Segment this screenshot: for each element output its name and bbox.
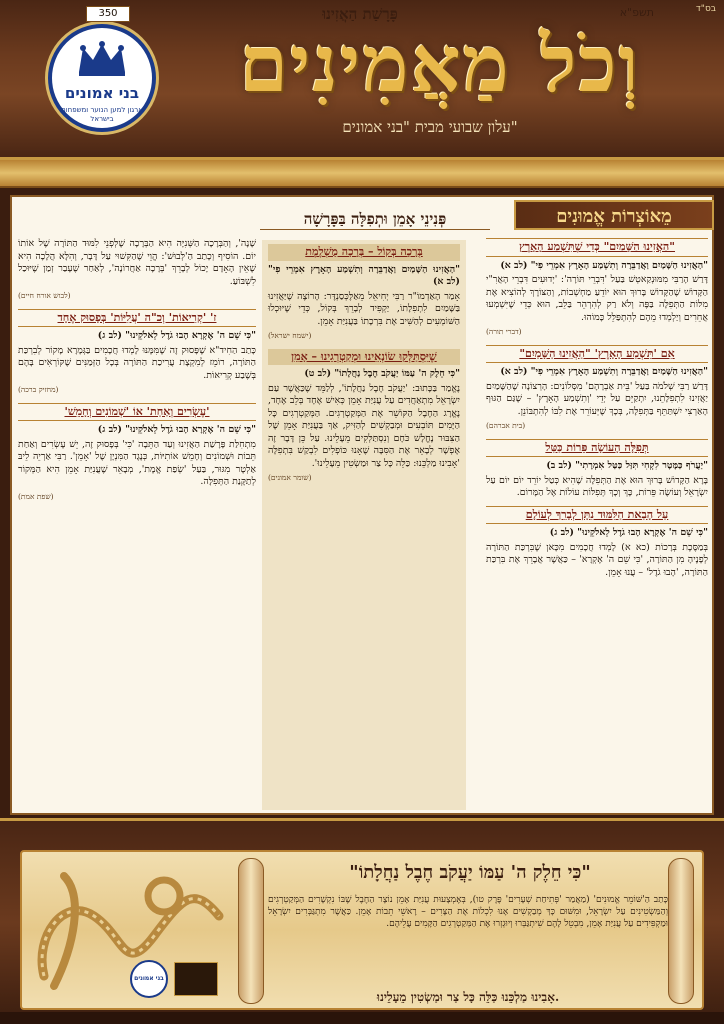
article-source: (שפת אמת) [18, 491, 54, 501]
article-title: בְּרָכָה בְּקוֹל – בְּרָכָה מֻשְׁלֶמֶת [268, 244, 460, 261]
article-title: 'עֶשְׂרִים וְאַחַת' אוֹ 'שְׁמוֹנִים וְחָמֵשׁ' [18, 403, 256, 422]
article-title: עַל הָבַאת הַלִּמּוּד נִתָּן לְבָרֵךְ לְעוֹלָם [486, 506, 708, 525]
article-body: בָּרָא הַקָּדוֹשׁ בָּרוּךְ הוּא אֶת הַתְּפִלָּה שֶׁהִיא כְּטַל יוֹרֵד יוֹם יוֹם עַל יִשְׂרָאֵל וְעוֹשֶׂה פֵּרוֹת, כָּךְ וְכָךְ תְּפִלּוֹת עוֹלוֹת אֶל הַמָּרוֹם. [486, 474, 708, 498]
article-title: שֶׁיִּסְתַּלְּקוּ שׂוֹנְאֵינוּ וּמְקַטְרְגֵינוּ – אָמֵן [268, 349, 460, 366]
article-body: דָּרַשׁ הָרַבִּי מִמּוּנְקַאטְשׁ בַּעַל 'דִּבְרֵי תּוֹרָה': 'יְדוּעִים דִּבְרֵי הָאֲרִ"י הַקָּדוֹשׁ שֶׁהַקָּדוֹשׁ בָּרוּךְ הוּא יוֹדֵעַ מַחְשְׁבוֹת, וְהַצּוֹרֶךְ לְהוֹצִיא אֶת מִלּוֹת הַתְּפִלָּה בַּפֶּה וְלֹא רַק לְהִרְהֵר בַּלֵּב, הוּא כְּדֵי שֶׁיִּשְׁמְעוּ אֲחֵרִים וְיַלְמְדוּ מֵהֶם לְהִתְפַּלֵּל כָּמוֹהוּ. [486, 274, 708, 323]
right-column [486, 238, 708, 808]
year-label: תשפ"א [619, 6, 654, 19]
footer-sponsor-badge [174, 962, 218, 996]
article-source: (דברי תורה) [486, 327, 522, 336]
footer-body: כָּתַב הַ'שּׁוֹמֵר אֱמוּנִים' (מַאֲמַר 'פְּתִיחַת שְׁעָרִים' פֶּרֶק טו), בְּאֶמְצָעוּת עֲנִיַּת אָמֵן נוֹצָר הַחֶבֶל שֶׁבּוֹ נִקְשָׁרִים הַמְּקַטְרְגִים וְהַמַּשְׂטִינִים עַל יִשְׂרָאֵל, וּמִשּׁוּם כָּךְ מְבַקְשִׁים אָנוּ לִכְלוֹת אֶת הַצָּרִים – רָאשֵׁי תֵבוֹת אָמֵן. כַּאֲשֶׁר מִתְגַּבְּרִים יִשְׂרָאֵל וּמַקְפִּידִים עַל עֲנִיַּת אָמֵן, מִבְטֵל לָהֶם שִׁיתְגַּבְּרוּ וְיוּגְזְרוּ אֶת הַמְּקַטְרְגִים הַקָּמִים עֲלֵיהֶם. [268, 895, 668, 929]
crown-icon [75, 40, 129, 78]
article-verse: "יַעֲרֹף כַּמָּטָר לִקְחִי תִּזַּל כַּטַּל אִמְרָתִי" (לב ב) [546, 460, 708, 471]
footer-title: "כִּי חֵלֶק ה' עַמּוֹ יַעֲקֹב חֶבֶל נַחֲלָתוֹ" [349, 862, 591, 883]
article [486, 345, 708, 433]
article-verse: "הַאֲזִינוּ הַשָּׁמַיִם וַאֲדַבֵּרָה וְתִשְׁמַע הָאָרֶץ אִמְרֵי פִי" (לב א) [268, 263, 460, 287]
article [18, 309, 256, 397]
footer-closing-line: אָבִינוּ מַלְכֵּנוּ כַּלֵּה כָּל צַר וּמַשְׂטִין מֵעָלֵינוּ. [376, 990, 560, 1004]
issue-number: 350 [86, 6, 130, 22]
article-verse: "כִּי שֵׁם ה' אֶקְרָא הָבוּ גֹדֶל לֵאלֹקֵינוּ" (לב ג) [97, 330, 256, 341]
article-verse: "הַאֲזִינוּ הַשָּׁמַיִם וַאֲדַבֵּרָה וְתִשְׁמַע הָאָרֶץ אִמְרֵי פִי" (לב א) [500, 259, 708, 271]
article [18, 403, 256, 504]
article-body: דָּרַשׁ רַבִּי שְׁלֹמֹה בַּעַל 'בֵּית אַבְרָהָם' מִסְּלוֹנִים: הָרְצוֹנָה שֶׁהַשָּׁמַיִם יַאֲזִינוּ לִתְפִלָּתֵנוּ, יִתְקַיֵּם עַל יְדֵי 'וְתִשְׁמַע הָאָרֶץ' – שֶׁגַּם הַגּוּף הָאַרְצִי יִשְׁתַּתֵּף בַּתְּפִלָּה, בְּכָךְ שֶׁיְּעוֹרֵר אֶת לִבּוֹ לְהִתְבּוֹנֵן. [486, 380, 708, 417]
parsha-bar [0, 160, 724, 188]
article-body: בְּמַסֶּכֶת בְּרָכוֹת (כא א) לָמְדוּ חֲכָמִים מִכָּאן שֶׁבִּרְכַּת הַתּוֹרָה לְפָנֶיהָ מִן הַתּוֹרָה, 'כִּי שֵׁם ה' אֶקְרָא' – כַּאֲשֶׁר אֲבָרֵךְ אֶת בִּרְכַּת הַתּוֹרָה, 'הָבוּ גֹדֶל' – עֲנוּ אָמֵן. [486, 541, 708, 578]
bottom-strip [0, 1012, 724, 1024]
logo-subtitle: ארגון למען הנוער ומשפחות בישראל [61, 106, 143, 123]
article [486, 506, 708, 580]
section-headline: פְּנִינֵי אָמֵן וּתְפִלָּה בַּפָּרָשָׁה [260, 210, 490, 230]
article [486, 439, 708, 500]
tagline: עלון שבועי מבית "בני אמונים" [342, 118, 518, 136]
article-source: (בית אברהם) [486, 421, 526, 430]
middle-column [262, 240, 466, 810]
left-column [18, 238, 256, 808]
article [18, 238, 256, 303]
article [268, 244, 460, 343]
article-verse: "כִּי שֵׁם ה' אֶקְרָא הָבוּ גֹדֶל לֵאלֹקֵינוּ" (לב ג) [549, 527, 708, 538]
article-title: אִם 'תִּשְׁמַע הָאָרֶץ' "הַאֲזִינוּ הַשָּׁמַיִם" [486, 345, 708, 364]
masthead-title: וְכֹל מַאֲמִינִים [239, 19, 641, 110]
article-verse: "הַאֲזִינוּ הַשָּׁמַיִם וַאֲדַבֵּרָה וְתִשְׁמַע הָאָרֶץ אִמְרֵי פִי" (לב א) [500, 366, 708, 377]
article-title: ז' 'קְרִיאוֹת' וְכ"ה 'עֲלִיּוֹת' בְּפָסוּק אֶחָד [18, 309, 256, 328]
footer-logo: בני אמונים [130, 960, 168, 998]
section-label: מֵאוֹצְרוֹת אֱמוּנִים [514, 200, 714, 230]
article-verse: "כִּי שֵׁם ה' אֶקְרָא הָבוּ גֹדֶל לֵאלֹקֵינוּ" (לב ג) [97, 424, 256, 435]
article-source: (שומר אמונים) [268, 473, 312, 482]
article-source: (ישמח ישראל) [268, 331, 312, 340]
article-body: כָּתַב הַחִיד"א שֶׁפָּסוּק זֶה שֶׁמִּמֶּנּוּ לָמְדוּ חֲכָמִים בַּגְּמָרָא מָקוֹר לְבִרְכַּת הַתּוֹרָה, רוֹמֵז לְמִקְצָת עֲרִיכַת הַתּוֹרָה בְּכָל הַזְּמַנִּים שֶׁקּוֹרְאִים בָּהֶם בְּשֶׁבַע קְרִיאוֹת. [18, 344, 256, 381]
article-body: מִתְחִלַּת פָּרָשַׁת הַאֲזִינוּ וְעַד הַתֵּבָה 'כִּי' בְּפָסוּק זֶה, יֵשׁ עֶשְׂרִים וְאַחַת תֵּבוֹת וּשְׁמוֹנִים וְחָמֵשׁ אוֹתִיּוֹת, כְּנֶגֶד הַמִּנְיָן שֶׁל 'אָמֵן'. רַבִּי אַרְיֵה לֵיבּ אַלְטֶר מִגּוּר, בַּעַל 'שְׂפַת אֱמֶת', מְבָאֵר שֶׁעֲנִיַּת אָמֵן הִיא הַמְּקוֹר לְתַקָּנַת הַתְּפִלָּה. [18, 438, 256, 487]
article-verse: "כִּי חֵלֶק ה' עַמּוֹ יַעֲקֹב חֶבֶל נַחֲלָתוֹ" (לב ט) [304, 368, 460, 379]
logo-text: בני אמונים [64, 84, 140, 102]
article-source: (מחזיק ברכה) [18, 385, 59, 394]
article-body: נֶאֱמַר בַּכָּתוּב: 'יַעֲקֹב חֶבֶל נַחֲלָתוֹ', לְלַמֵּד שֶׁכַּאֲשֶׁר עַם יִשְׂרָאֵל מִתְאַחֲדִים עַל עֲנִיַּת אָמֵן כְּאִישׁ אֶחָד בְּלֵב אֶחָד, נֶאֱרָג הַחֶבֶל הַקּוֹשֵׁר אֶת הַמְּקַטְרְגִים. הַמְּקַטְרְגִים כָּל הַיָּמִים תּוֹבְעִים וּמְבַקְשִׁים לְהַזִּיק, אַךְ בַּעֲנִיַּת אָמֵן שֶׁל הַצִּבּוּר נֶחֱלָשׁ כֹּחָם וְנִסְתַּלְּקִים מֵעָלֵינוּ. עַל כֵּן דָּבָר זֶה אֶפְשָׁר לְבָאֵר אֶת הַסִּבָּה שֶׁאָנוּ כּוֹפְלִים לִבְקַשׁ בִּתְפִלָּה 'אָבִינוּ מַלְכֵּנוּ: כַּלֵּה כָּל צַר וּמַשְׂטִין מֵעָלֵינוּ'. [268, 382, 460, 469]
article-source: (לבוש אורח חיים) [18, 291, 71, 300]
parsha-name: פָּרָשַׁת הַאֲזִינוּ [322, 5, 398, 23]
article-body: אָמַר הָאַדְמוֹ"ר רַבִּי יְחִיאֵל מֵאַלֶּכְּסַנְדֶּר: הָרוֹצֶה שֶׁיַּאֲזִינוּ בַּשָּׁמַיִם לִתְפִלָּתוֹ, יַקְפִּיד לְבָרֵךְ בְּקוֹל, כְּדֵי שֶׁיּוּכְלוּ הַשּׁוֹמְעִים לְהַשִּׁיב אֶת בִּרְכָתוֹ בַּעֲנִיַּת אָמֵן. [268, 290, 460, 327]
logo [48, 24, 156, 132]
article [268, 349, 460, 485]
article [486, 238, 708, 339]
article-title: "הַאֲזִינוּ הַשָּׁמַיִם" כְּדֵי שֶׁתִּשְׁמַע הָאָרֶץ [486, 238, 708, 257]
bsd-mark: בס"ד [695, 4, 716, 14]
article-title: תְּפִלָּה הָעוֹשָׂה פֵּרוֹת כַּטַּל [486, 439, 708, 458]
article-body: שָׁנָה', וְהַבְּרָכָה הַשְּׁנִיָּה הִיא הַבְּרָכָה שֶׁלְּפְנֵי לִמּוּד הַתּוֹרָה שֶׁל אוֹתוֹ יוֹם. הוֹסִיף וְכָתַב הַ'לְּבוּשׁ': הֱוֵי שֶׁהַקִּשׁוּי עַל דָּבָר, וְהִלָּא הֲלָכָה הִיא שֶׁאֵין הָאָדָם יָכוֹל לְבָרֵךְ 'בְּרָכָה אַחֲרוֹנָה', לְאַחַר שֶׁעָבַר זְמַן שֶׁיּוּכַל לִשְׁבּוֹעַ. [18, 238, 256, 287]
